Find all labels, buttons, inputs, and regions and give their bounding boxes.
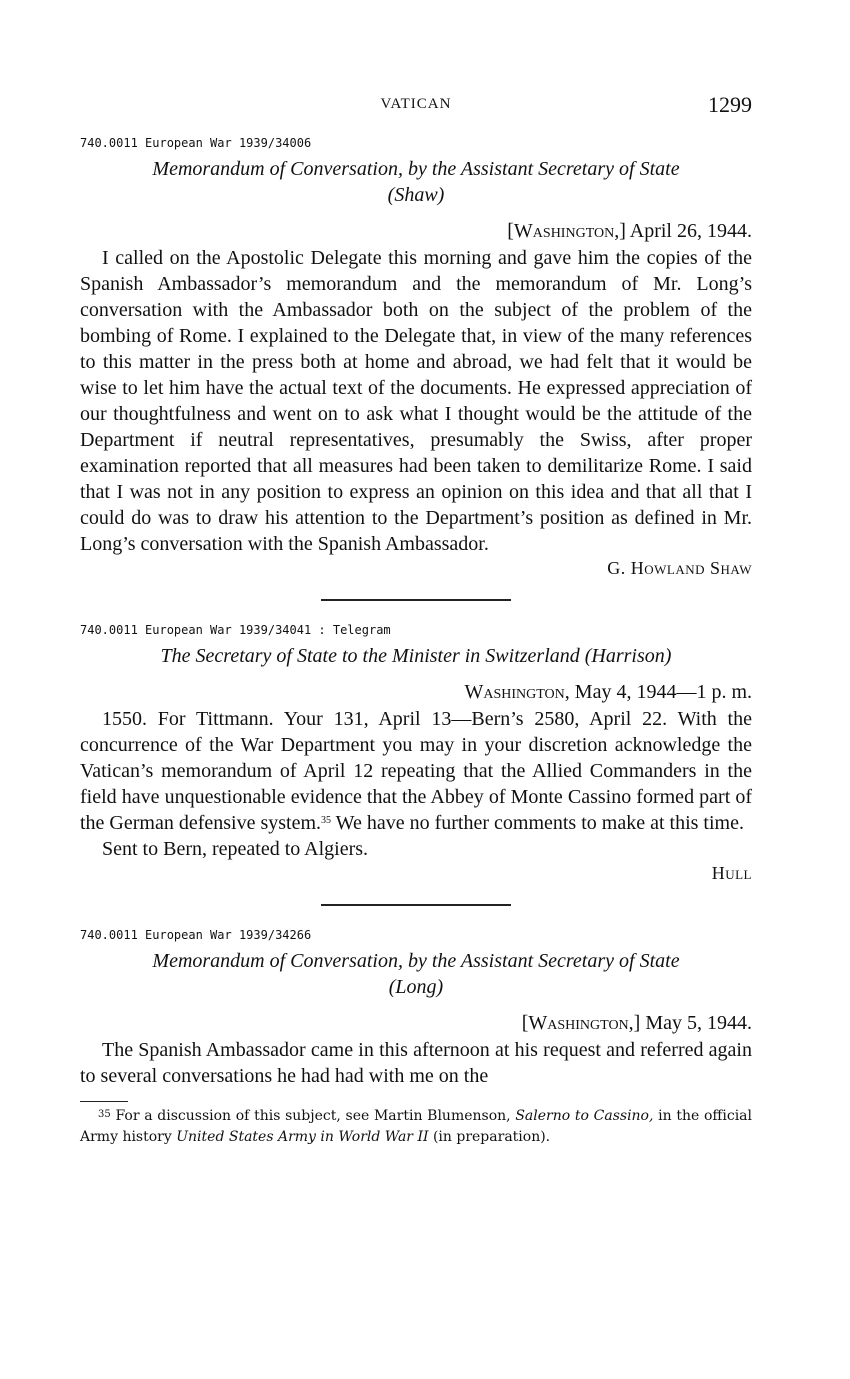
doc1-dateline-place: [Washington,] <box>507 220 626 242</box>
doc1-dateline-date: April 26, 1944. <box>625 220 752 242</box>
section-divider <box>321 599 511 601</box>
document-page <box>80 92 752 1148</box>
doc2-file-number: 740.0011 European War 1939/34041 : Telegram <box>80 623 391 637</box>
doc3-dateline-date: May 5, 1944. <box>640 1012 752 1034</box>
doc2-signature: Hull <box>711 863 752 883</box>
doc1-signature: G. Howland Shaw <box>607 558 752 578</box>
doc1-heading <box>80 156 752 208</box>
doc1-heading-line1: Memorandum of Conversation, by the Assistant Secretary of State <box>152 158 680 180</box>
footnote-reference: 35 <box>321 815 332 826</box>
doc3-heading-line2: (Long) <box>388 976 444 998</box>
section-divider <box>321 904 511 906</box>
footnote-title-a: Salerno to Cassino, <box>515 1108 654 1124</box>
doc1-body <box>80 245 752 557</box>
footnote-text-c: (in preparation). <box>428 1129 551 1145</box>
doc3-body <box>80 1037 752 1089</box>
doc2-paragraph-2: Sent to Bern, repeated to Algiers. <box>102 838 369 860</box>
footnote-rule <box>80 1101 128 1102</box>
page-number: 1299 <box>708 92 752 117</box>
doc2-dateline-place: Washington, <box>464 681 570 703</box>
doc3-dateline <box>80 1012 752 1035</box>
doc3-heading-line1: Memorandum of Conversation, by the Assistant Secretary of State <box>152 950 680 972</box>
footnote-text-b: in the official Army history <box>80 1108 752 1145</box>
running-head-title: VATICAN <box>380 96 452 112</box>
doc1-heading-line2: (Shaw) <box>387 184 445 206</box>
doc3-dateline-place: [Washington,] <box>521 1012 641 1034</box>
doc2-dateline <box>80 681 752 704</box>
doc2-paragraph-1-text-a: 1550. For Tittmann. Your 131, April 13—Bern’s 2580, April 22. With the concurrence of the War Department you may in your discretion acknowledge the Vatican’s memorandum of April 12 repeating that the Allied Commanders in the field have unquestionable evidence that the Abbey of Monte Cassino formed part of the German defensive system. <box>80 708 752 834</box>
footnote <box>80 1106 752 1148</box>
footnote-text-a: For a discussion of this subject, see Martin Blumenson, <box>110 1108 516 1124</box>
doc1-paragraph: I called on the Apostolic Delegate this morning and gave him the copies of the Spanish Ambassador’s memorandum and the memorandum of Mr. Long’s conversation with the Ambassador both on the subject of the problem of the bombing of Rome. I explained to the Delegate that, in view of the many references to this matter in the press both at home and abroad, we had felt that it would be wise to let him have the actual text of the documents. He expressed appreciation of our thoughtfulness and went on to ask what I thought would be the attitude of the Department if neutral representatives, presumably the Swiss, after proper examination reported that all measures had been taken to demilitarize Rome. I said that I was not in any position to express an opinion on this idea and that all that I could do was to draw his attention to the Department’s position as defined in Mr. Long’s conversation with the Spanish Ambassador. <box>80 247 752 555</box>
doc3-paragraph: The Spanish Ambassador came in this afternoon at his request and referred again to several conversations he had had with me on the <box>80 1039 752 1087</box>
doc2-dateline-date: May 4, 1944—1 p. m. <box>569 681 752 703</box>
footnote-marker: 35 <box>98 1109 111 1120</box>
doc2-heading: The Secretary of State to the Minister in Switzerland (Harrison) <box>160 645 672 667</box>
doc3-file-number: 740.0011 European War 1939/34266 <box>80 928 312 942</box>
doc3-heading <box>80 948 752 1000</box>
running-head <box>80 92 752 122</box>
doc2-paragraph-1-text-b: We have no further comments to make at this time. <box>331 812 744 834</box>
doc2-body <box>80 706 752 862</box>
doc1-dateline <box>80 220 752 243</box>
doc1-file-number: 740.0011 European War 1939/34006 <box>80 136 312 150</box>
footnote-title-b: United States Army in World War II <box>176 1129 429 1145</box>
doc2-paragraph-1 <box>80 706 752 836</box>
